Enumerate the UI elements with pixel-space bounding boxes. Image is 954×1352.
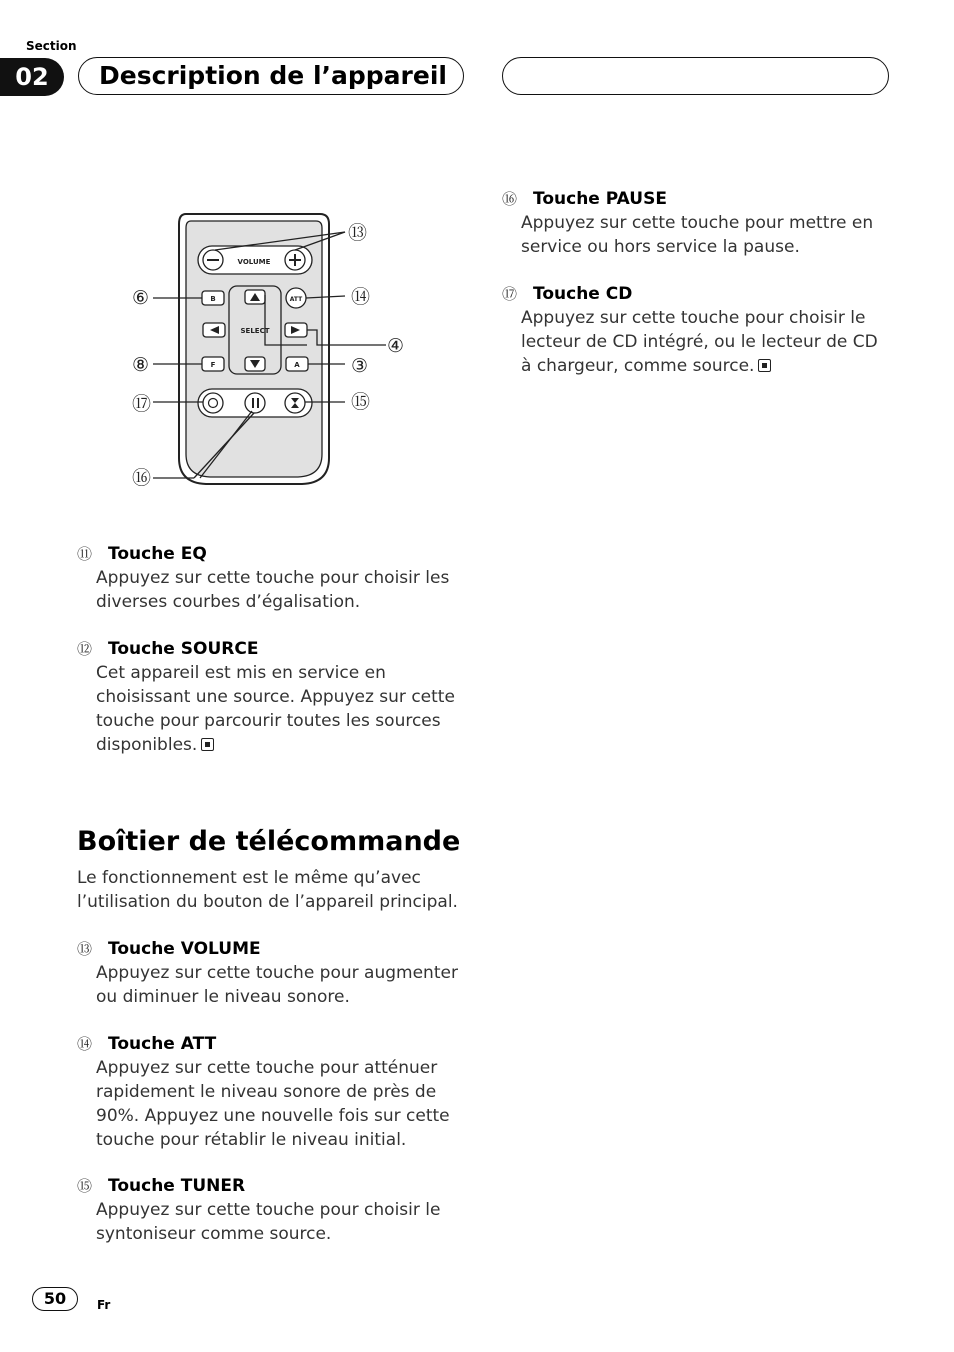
entry-att: ⑭ Touche ATT Appuyez sur cette touche pour atténuer rapidement le niveau sonore de près de 90%. Appuyez une nouvelle fois sur cette touche pour rétablir le niveau initial. [77,1032,467,1152]
svg-text:⑭: ⑭ [351,286,371,308]
section-title-box [78,57,464,95]
volume-label: VOLUME [237,258,271,266]
section-label: Section [26,39,77,53]
page-title: Description de l’appareil [99,61,447,90]
empty-header-box [502,57,889,95]
entry-title: Touche CD [533,284,633,304]
entry-body: Appuyez sur cette touche pour choisir le lecteur de CD intégré, ou le lecteur de CD à chargeur, comme source. [521,308,878,376]
entry-source: ⑫ Touche SOURCE Cet appareil est mis en service en choisissant une source. Appuyez sur cette touche pour parcourir toutes les sources disponibles. [77,639,455,755]
entry-body: Appuyez sur cette touche pour augmenter ou diminuer le niveau sonore. [96,963,458,1007]
entry-title: Touche ATT [108,1034,217,1054]
end-of-section-icon [758,359,771,372]
end-of-section-icon [201,738,214,751]
entry-title: Touche SOURCE [108,639,259,659]
svg-text:⑬: ⑬ [348,222,368,244]
language-code: Fr [97,1298,111,1312]
svg-text:⑥: ⑥ [132,287,150,309]
entry-pause: ⑯ Touche PAUSE Appuyez sur cette touche pour mettre en service ou hors service la pause. [502,187,892,259]
entry-title: Touche TUNER [108,1176,246,1196]
svg-text:⑯: ⑯ [132,467,152,489]
entry-cd: ⑰ Touche CD Appuyez sur cette touche pour choisir le lecteur de CD intégré, ou le lecteur de CD à chargeur, comme source. [502,284,878,376]
svg-text:⑮: ⑮ [351,391,371,413]
entry-body: Cet appareil est mis en service en choisissant une source. Appuyez sur cette touche pour parcourir toutes les sources disponibles. [96,663,455,755]
svg-text:ATT: ATT [289,296,303,303]
svg-text:⑧: ⑧ [132,354,150,376]
section-intro: Le fonctionnement est le même qu’avec l’utilisation du bouton de l’appareil principal. [77,868,458,912]
svg-text:⑰: ⑰ [132,393,152,415]
page-number: 50 [32,1287,78,1311]
entry-body: Appuyez sur cette touche pour choisir le syntoniseur comme source. [96,1200,441,1244]
remote-control-illustration [120,200,420,500]
entry-title: Touche PAUSE [533,189,667,209]
cd-button [203,393,223,413]
entry-eq: ⑪ Touche EQ Appuyez sur cette touche pour choisir les diverses courbes d’égalisation. [77,542,467,614]
entry-tuner: ⑮ Touche TUNER Appuyez sur cette touche pour choisir le syntoniseur comme source. [77,1174,467,1246]
select-label: SELECT [240,327,270,335]
svg-text:③: ③ [351,355,369,377]
entry-body: Appuyez sur cette touche pour atténuer rapidement le niveau sonore de près de 90%. Appuyez une nouvelle fois sur cette touche pour rétablir le niveau initial. [96,1058,450,1150]
svg-text:A: A [294,361,300,369]
entry-body: Appuyez sur cette touche pour choisir les diverses courbes d’égalisation. [96,568,450,612]
entry-volume: ⑬ Touche VOLUME Appuyez sur cette touche pour augmenter ou diminuer le niveau sonore. [77,937,467,1009]
section-heading: Boîtier de télécommande [77,826,461,857]
svg-text:B: B [210,295,216,303]
entry-body: Appuyez sur cette touche pour mettre en service ou hors service la pause. [521,213,874,257]
section-number-badge: 02 [0,58,64,96]
entry-title: Touche EQ [108,544,207,564]
pause-icon [252,398,254,408]
pause-button [245,393,265,413]
entry-title: Touche VOLUME [108,939,261,959]
svg-text:F: F [210,361,216,369]
svg-text:④: ④ [387,335,405,357]
